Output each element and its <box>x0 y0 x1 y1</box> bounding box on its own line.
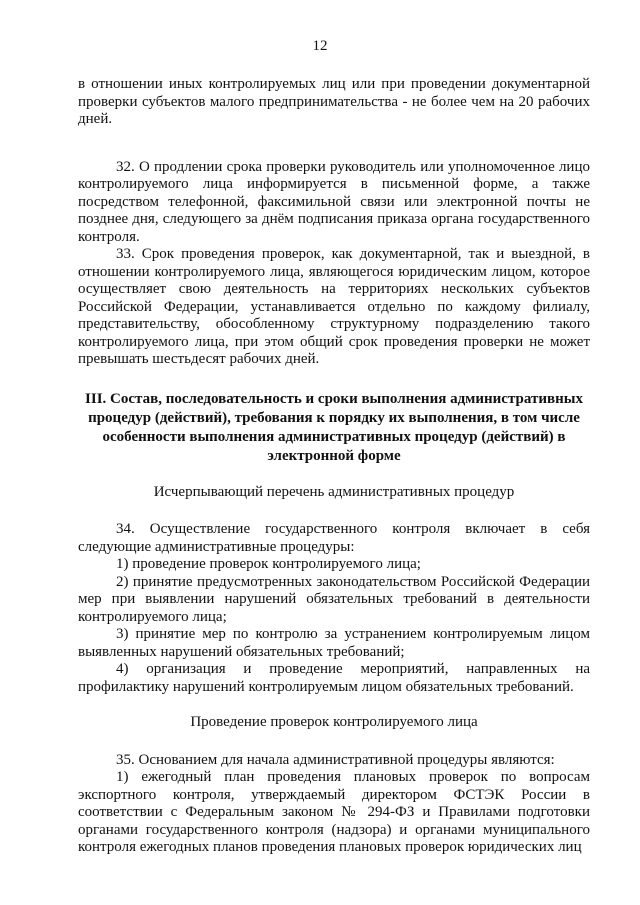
subheading-procedures-list: Исчерпывающий перечень административных процедур <box>153 483 515 500</box>
list-item-34-4: 4) организация и проведение мероприятий, направленных на профилактику нарушений контролируемым лицом обязательных требований. <box>78 661 590 695</box>
paragraph-35: 35. Основанием для начала административной процедуры являются: <box>116 751 555 768</box>
subheading-checks: Проведение проверок контролируемого лица <box>190 714 478 730</box>
paragraph-34: 34. Осуществление государственного контроля включает в себя следующие административные процедуры: <box>78 521 590 555</box>
paragraph-33: 33. Срок проведения проверок, как документарной, так и выездной, в отношении контролируемого лица, являющегося юридическим лицом, которое осуществляет свою деятельность на территориях нескольких субъектов Российской Федерации, устанавливается отдельно по каждому филиалу, представительству, обособленному структурному подразделению такого контролируемого лица, при этом общий срок проведения проверки не может превышать шестьдесят рабочих дней. <box>78 246 590 367</box>
paragraph-32: 32. О продлении срока проверки руководитель или уполномоченное лицо контролируемого лица информируется в письменной форме, а также посредством телефонной, факсимильной связи или электронной почты не позднее дня, следующего за днём подписания приказа органа государственного контроля. <box>78 158 590 245</box>
paragraph-intro: в отношении иных контролируемых лиц или при проведении документарной проверки субъектов малого предпринимательства - не более чем на 20 рабочих дней. <box>78 76 590 127</box>
section-heading: III. Состав, последовательность и сроки выполнения административных процедур (действий), требования к порядку их выполнения, в том числе особенности выполнения административных процедур (действий) в электронной форме <box>85 390 583 464</box>
list-item-35-1: 1) ежегодный план проведения плановых проверок по вопросам экспортного контроля, утверждаемый директором ФСТЭК России в соответствии с Федеральным законом № 294-ФЗ и Правилами подготовки органами государственного контроля (надзора) и органами муниципального контроля ежегодных планов проведения плановых проверок юридических лиц <box>78 769 590 855</box>
page-number: 12 <box>312 38 328 54</box>
list-item-34-1: 1) проведение проверок контролируемого лица; <box>116 556 421 572</box>
document-body <box>78 76 590 857</box>
list-item-34-3: 3) принятие мер по контролю за устранением контролируемым лицом выявленных нарушений обязательных требований; <box>78 626 590 660</box>
list-item-34-2: 2) принятие предусмотренных законодательством Российской Федерации мер при выявлении нарушений обязательных требований в деятельности контролируемого лица; <box>78 573 590 625</box>
